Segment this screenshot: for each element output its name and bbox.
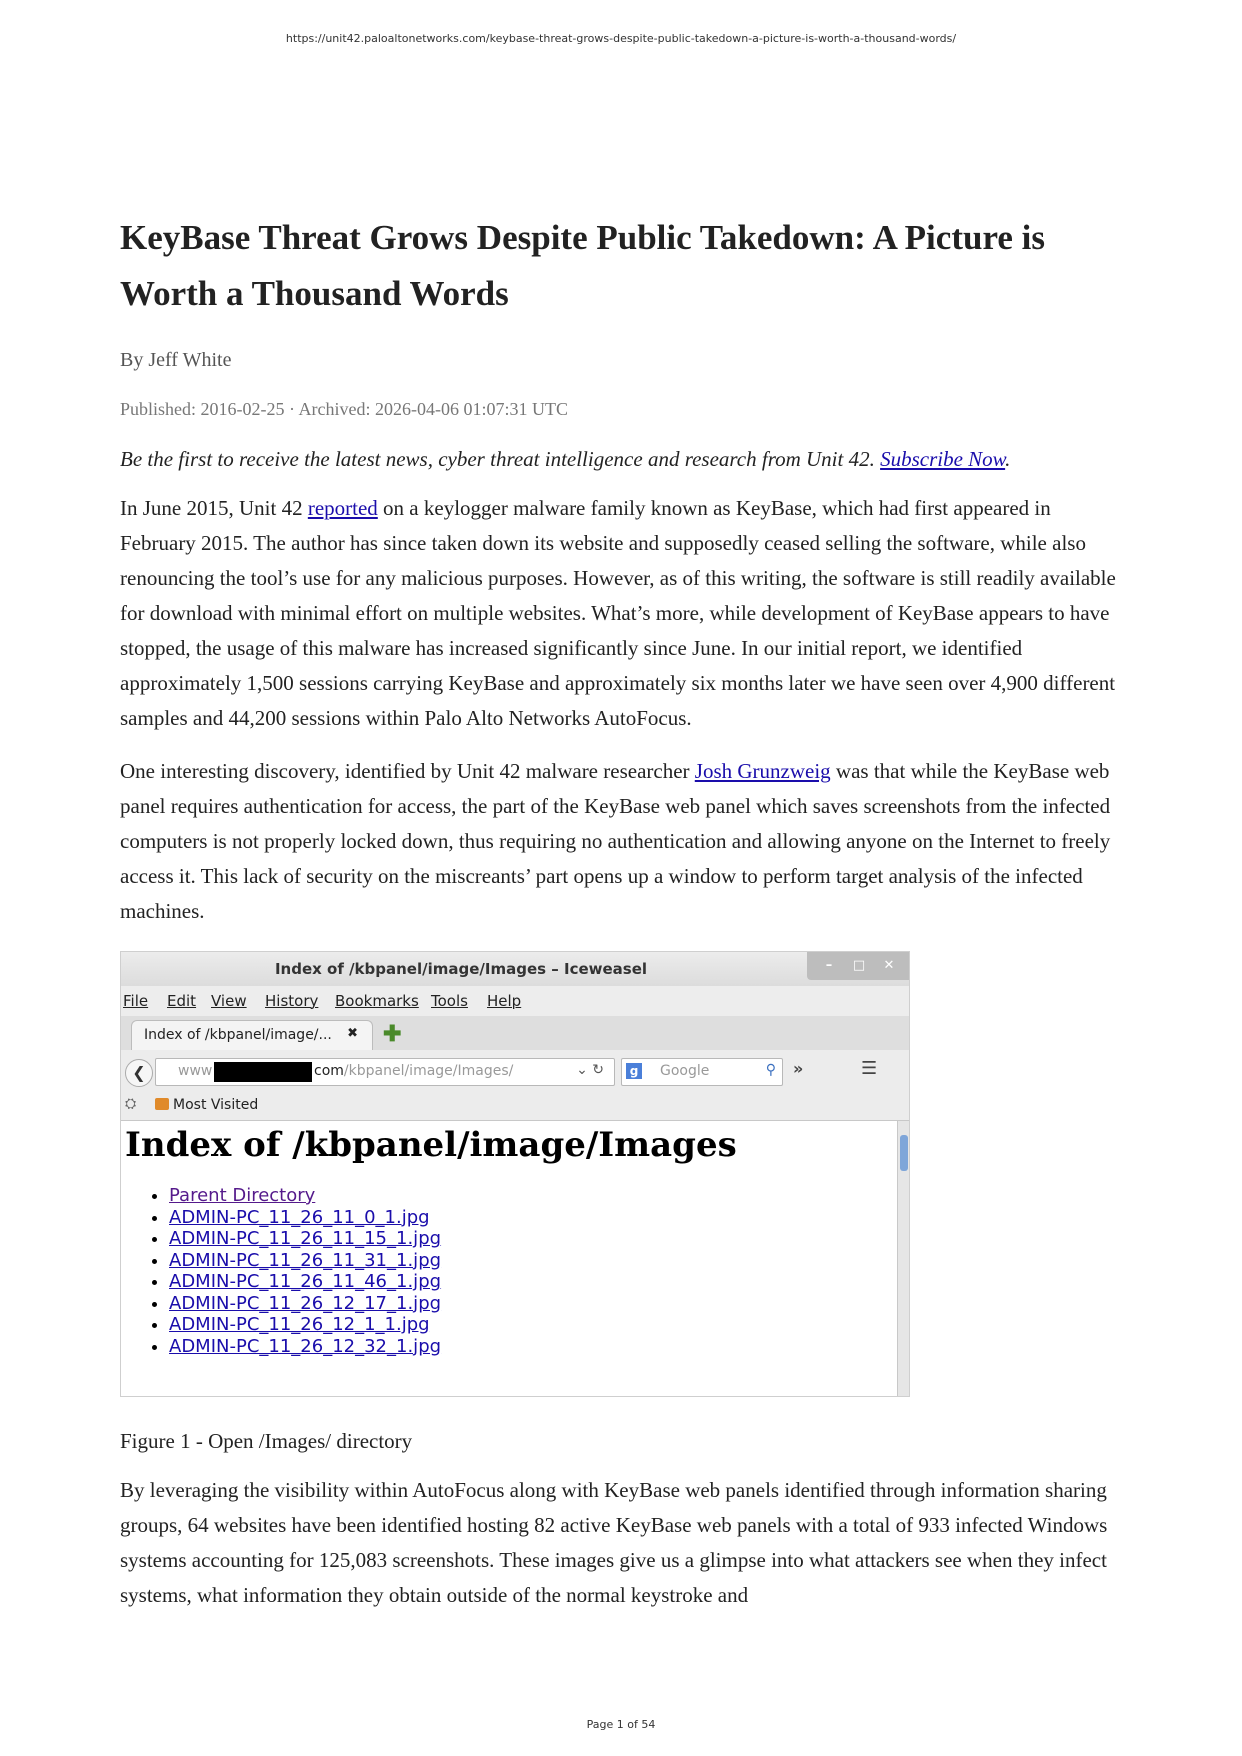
subscribe-promo bbox=[120, 445, 1130, 473]
directory-listing-page bbox=[121, 1121, 897, 1396]
menu-history: History bbox=[265, 992, 319, 1010]
window-controls bbox=[807, 952, 909, 980]
article bbox=[120, 210, 1130, 1613]
article-meta: Published: 2016-02-25 · Archived: 2026-04-06 01:07:31 UTC bbox=[120, 399, 568, 419]
url-path: /kbpanel/image/Images/ bbox=[343, 1063, 514, 1079]
menu-tools: Tools bbox=[431, 992, 468, 1010]
url-domain: com bbox=[314, 1063, 344, 1079]
scrollbar-thumb bbox=[900, 1135, 908, 1171]
tab-label: Index of /kbpanel/image/... bbox=[144, 1027, 332, 1043]
navigation-bar bbox=[121, 1050, 909, 1092]
folder-icon bbox=[155, 1098, 169, 1110]
tab-bar bbox=[121, 1016, 909, 1051]
minimize-icon: – bbox=[825, 958, 833, 973]
scrollbar bbox=[897, 1121, 910, 1396]
menu-bar bbox=[121, 986, 909, 1016]
redaction-bar bbox=[214, 1062, 312, 1082]
paragraph-3: By leveraging the visibility within AutoFocus along with KeyBase web panels identified through information sharing groups, 64 websites have been identified hosting 82 active KeyBase web panels with a total of 933 infected Windows systems accounting for 125,083 screenshots. These images give us a glimpse into what attackers see when they infect systems, what information they obtain outside of the normal keystroke and bbox=[120, 1478, 1108, 1607]
file-link: ADMIN-PC_11_26_12_17_1.jpg bbox=[169, 1292, 442, 1314]
list-item bbox=[169, 1271, 441, 1293]
list-item bbox=[169, 1207, 441, 1229]
p2-text-end: was that while the KeyBase web panel requires authentication for access, the part of the KeyBase web panel which saves screenshots from the infected computers is not properly locked down, thus requiring no authentication and allowing anyone on the Internet to freely access it. This lack of security on the miscreants’ part opens up a window to perform target analysis of the infected machines. bbox=[120, 759, 1111, 923]
paragraph-2 bbox=[120, 754, 1130, 929]
article-byline: By Jeff White bbox=[120, 349, 232, 371]
window-titlebar bbox=[121, 952, 909, 986]
reported-link[interactable]: reported bbox=[307, 496, 378, 520]
paragraph-1 bbox=[120, 491, 1130, 736]
subscribe-link[interactable]: Subscribe Now bbox=[880, 447, 1006, 471]
promo-text: Be the first to receive the latest news, cyber threat intelligence and research from Unit 42. bbox=[120, 447, 881, 471]
url-prefix: www bbox=[178, 1063, 213, 1079]
menu-edit: Edit bbox=[167, 992, 197, 1010]
search-placeholder: Google bbox=[660, 1063, 710, 1079]
most-visited-label: Most Visited bbox=[173, 1097, 259, 1113]
p1-text-end: on a keylogger malware family known as KeyBase, which had first appeared in February 2015. The author has since taken down its website and supposedly ceased selling the software, while also renouncing the tool’s use for any malicious purposes. However, as of this writing, the software is still readily available for download with minimal effort on multiple websites. What’s more, while development of KeyBase appears to have stopped, the usage of this malware has increased significantly since June. In our initial report, we identified approximately 1,500 sessions carrying KeyBase and approximately six months later we have seen over 4,900 different samples and 44,200 sessions within Palo Alto Networks AutoFocus. bbox=[120, 496, 1116, 730]
hamburger-menu-icon: ☰ bbox=[861, 1058, 878, 1079]
file-link: Parent Directory bbox=[169, 1185, 316, 1206]
source-url: https://unit42.paloaltonetworks.com/keybase-threat-grows-despite-public-takedown-a-picture-is-worth-a-thousand-words/ bbox=[285, 32, 957, 45]
reload-icon: ⌄ ↻ bbox=[576, 1062, 604, 1078]
file-link: ADMIN-PC_11_26_12_32_1.jpg bbox=[169, 1335, 442, 1357]
window-title: Index of /kbpanel/image/Images – Iceweasel bbox=[274, 960, 648, 978]
list-item bbox=[169, 1314, 441, 1336]
listing-heading: Index of /kbpanel/image/Images bbox=[125, 1125, 737, 1165]
list-item bbox=[169, 1228, 441, 1250]
list-item bbox=[169, 1250, 441, 1272]
close-icon: ✕ bbox=[883, 958, 895, 973]
maximize-icon: □ bbox=[852, 958, 866, 973]
overflow-icon: » bbox=[793, 1059, 804, 1078]
menu-file: File bbox=[123, 992, 149, 1010]
browser-tab bbox=[131, 1020, 373, 1051]
file-link: ADMIN-PC_11_26_11_46_1.jpg bbox=[169, 1271, 442, 1292]
bookmark-settings-icon: ⛭ bbox=[125, 1096, 137, 1112]
file-link: ADMIN-PC_11_26_11_31_1.jpg bbox=[169, 1249, 442, 1271]
figure-browser-screenshot bbox=[120, 951, 910, 1397]
file-link: ADMIN-PC_11_26_11_0_1.jpg bbox=[169, 1206, 430, 1228]
file-link: ADMIN-PC_11_26_11_15_1.jpg bbox=[169, 1228, 442, 1249]
bookmarks-bar bbox=[121, 1092, 909, 1121]
list-item bbox=[169, 1293, 441, 1315]
search-box bbox=[621, 1058, 783, 1086]
address-bar bbox=[155, 1058, 615, 1086]
menu-bookmarks: Bookmarks bbox=[335, 992, 419, 1010]
back-arrow-icon: ❮ bbox=[125, 1059, 153, 1087]
new-tab-icon: ✚ bbox=[383, 1021, 402, 1046]
list-item bbox=[169, 1185, 441, 1207]
list-item bbox=[169, 1336, 441, 1358]
promo-end: . bbox=[1005, 447, 1011, 471]
file-link: ADMIN-PC_11_26_12_1_1.jpg bbox=[169, 1314, 430, 1335]
menu-help: Help bbox=[487, 992, 522, 1010]
menu-view: View bbox=[211, 992, 247, 1010]
article-title: KeyBase Threat Grows Despite Public Takedown: A Picture is Worth a Thousand Words bbox=[120, 218, 1045, 313]
google-icon: g bbox=[626, 1063, 642, 1079]
tab-close-icon: ✖ bbox=[347, 1026, 358, 1041]
p1-text-start: In June 2015, Unit 42 bbox=[120, 496, 308, 520]
search-icon: ⚲ bbox=[765, 1062, 776, 1078]
url-rest bbox=[314, 1063, 513, 1079]
file-list bbox=[145, 1185, 441, 1357]
p2-text-start: One interesting discovery, identified by Unit 42 malware researcher bbox=[120, 759, 695, 783]
researcher-link[interactable]: Josh Grunzweig bbox=[694, 759, 831, 783]
figure-caption: Figure 1 - Open /Images/ directory bbox=[120, 1429, 413, 1453]
page-number: Page 1 of 54 bbox=[586, 1718, 656, 1731]
